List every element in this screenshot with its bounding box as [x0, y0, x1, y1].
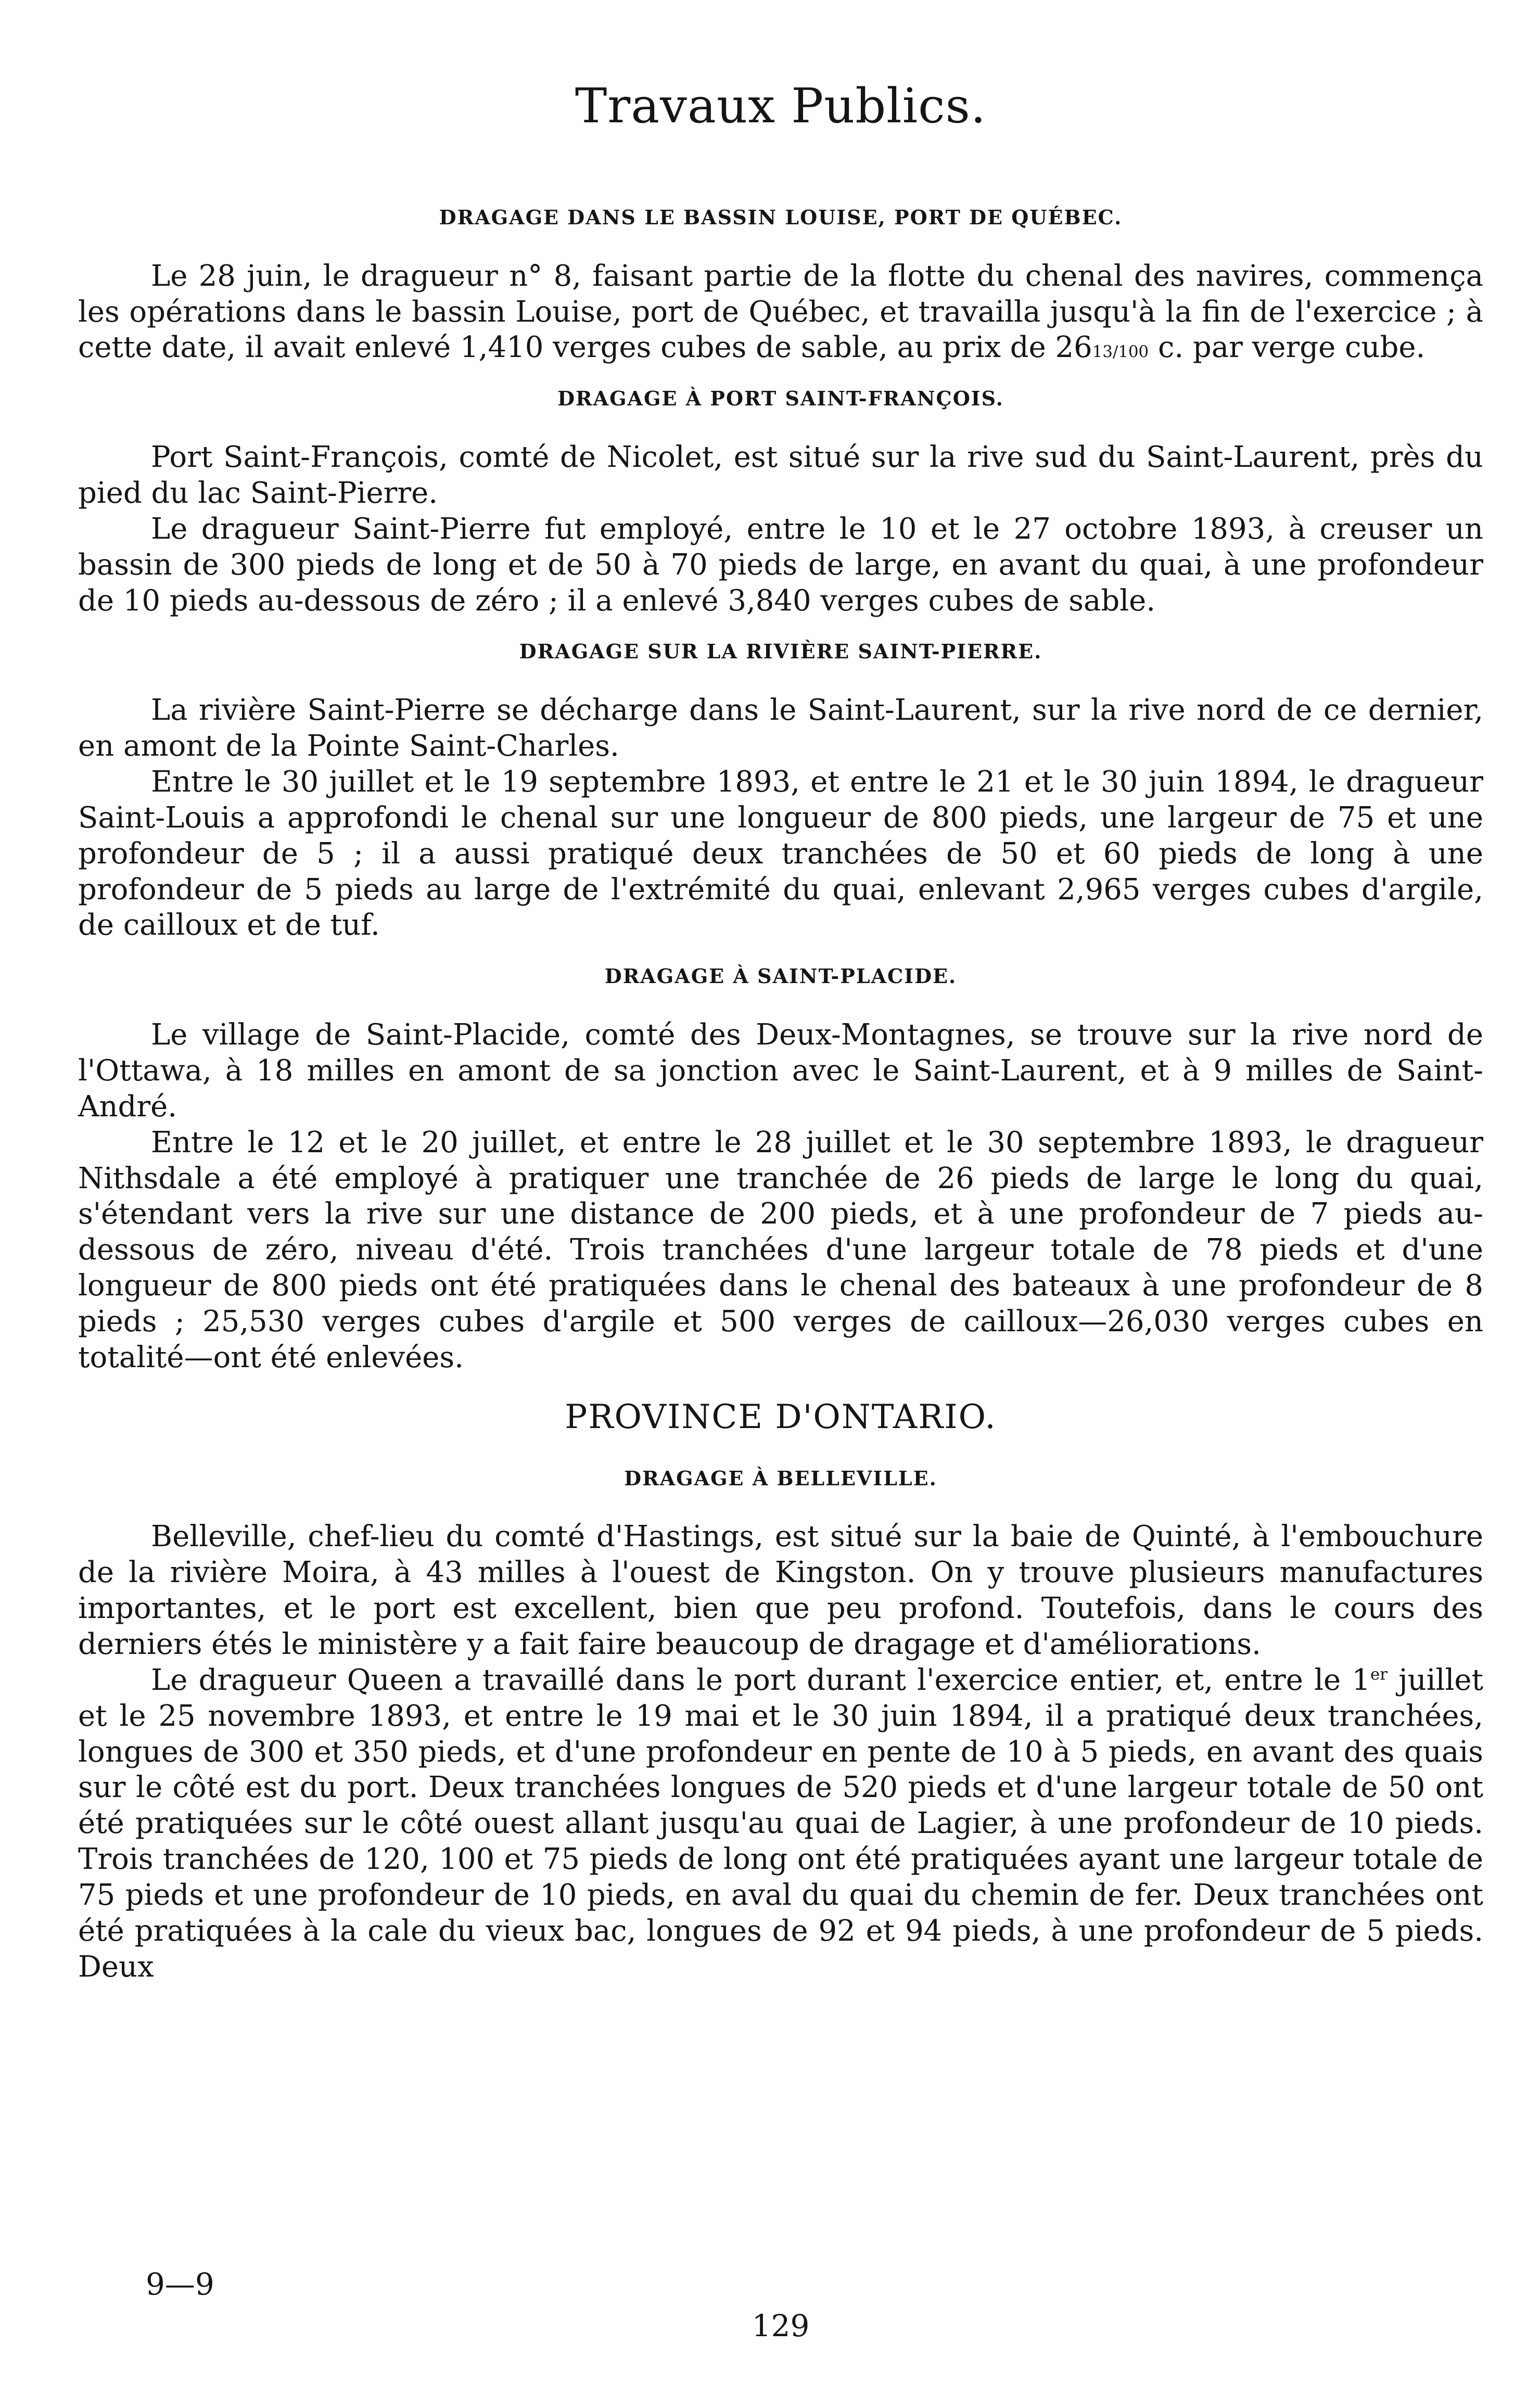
body-text: [78, 206, 1483, 2006]
fraction: 13/100: [1092, 342, 1149, 362]
section-heading-belleville: DRAGAGE À BELLEVILLE.: [624, 1466, 937, 1490]
paragraph: Le village de Saint-Placide, comté des Deux-Montagnes, se trouve sur la rive nord de l'Ottawa, à 18 milles en amont de sa jonction avec le Saint-Laurent, et à 9 milles de Saint-André.: [78, 1018, 1483, 1124]
superscript: er: [1370, 1665, 1388, 1684]
page-number: 129: [752, 2308, 810, 2343]
paragraph: Entre le 12 et le 20 juillet, et entre le 28 juillet et le 30 septembre 1893, le dragueur Nithsdale a été employé à pratiquer une tranchée de 26 pieds de large le long du quai, s'étendant vers la rive sur une distance de 200 pieds, et à une profondeur de 7 pieds au-dessous de zéro, niveau d'été. Trois tranchées d'une largeur totale de 78 pieds et d'une longueur de 800 pieds ont été pratiquées dans le chenal des bateaux à une profondeur de 8 pieds ; 25,530 verges cubes d'argile et 500 verges de cailloux—26,030 verges cubes en totalité—ont été enlevées.: [78, 1125, 1483, 1374]
section-heading-bassin-louise: DRAGAGE DANS LE BASSIN LOUISE, PORT DE QUÉBEC.: [439, 206, 1123, 229]
paragraph: Entre le 30 juillet et le 19 septembre 1893, et entre le 21 et le 30 juin 1894, le dragueur Saint-Louis a approfondi le chenal sur une longueur de 800 pieds, une largeur de 75 et une profondeur de 5 ; il a aussi pratiqué deux tranchées de 50 et 60 pieds de long à une profondeur de 5 pieds au large de l'extrémité du quai, enlevant 2,965 verges cubes d'argile, de cailloux et de tuf.: [78, 765, 1483, 942]
paragraph: La rivière Saint-Pierre se décharge dans le Saint-Laurent, sur la rive nord de ce dernier, en amont de la Pointe Saint-Charles.: [78, 693, 1483, 763]
document-page: [78, 78, 1483, 2368]
paragraph-text: Le 28 juin, le dragueur n° 8, faisant partie de la flotte du chenal des navires, commença les opérations dans le bassin Louise, port de Québec, et travailla jusqu'à la fin de l'exercice ; à cette date, il avait enlevé 1,410 verges cubes de sable, au prix de 26: [78, 259, 1483, 365]
paragraph: Port Saint-François, comté de Nicolet, est situé sur la rive sud du Saint-Laurent, près du pied du lac Saint-Pierre.: [78, 440, 1483, 510]
paragraph-text: juillet et le 25 novembre 1893, et entre le 19 mai et le 30 juin 1894, il a pratiqué deux tranchées, longues de 300 et 350 pieds, et d'une profondeur en pente de 10 à 5 pieds, en avant des quais sur le côté est du port. Deux tranchées longues de 520 pieds et d'une largeur totale de 50 ont été pratiquées sur le côté ouest allant jusqu'au quai de Lagier, à une profondeur de 10 pieds. Trois tranchées de 120, 100 et 75 pieds de long ont été pratiquées ayant une largeur totale de 75 pieds et une profondeur de 10 pieds, en aval du quai du chemin de fer. Deux tranchées ont été pratiquées à la cale du vieux bac, longues de 92 et 94 pieds, à une profondeur de 5 pieds. Deux: [78, 1663, 1484, 1984]
paragraph-text: Le dragueur Queen a travaillé dans le port durant l'exercice entier, et, entre le 1: [151, 1663, 1371, 1697]
paragraph: Belleville, chef-lieu du comté d'Hastings, est situé sur la baie de Quinté, à l'embouchure de la rivière Moira, à 43 milles à l'ouest de Kingston. On y trouve plusieurs manufactures importantes, et le port est excellent, bien que peu profond. Toutefois, dans le cours des derniers étés le ministère y a fait faire beaucoup de dragage et d'améliorations.: [78, 1520, 1483, 1661]
paragraph-text-tail: c. par verge cube.: [1149, 330, 1426, 365]
section-heading-port-saint-francois: DRAGAGE À PORT SAINT-FRANÇOIS.: [557, 387, 1004, 411]
paragraph: [78, 259, 1483, 366]
running-title: Travaux Publics.: [575, 78, 987, 134]
paragraph: Le dragueur Saint-Pierre fut employé, entre le 10 et le 27 octobre 1893, à creuser un bassin de 300 pieds de long et de 50 à 70 pieds de large, en avant du quai, à une profondeur de 10 pieds au-dessous de zéro ; il a enlevé 3,840 verges cubes de sable.: [78, 512, 1483, 618]
province-heading: PROVINCE D'ONTARIO.: [565, 1397, 997, 1436]
section-heading-riviere-saint-pierre: DRAGAGE SUR LA RIVIÈRE SAINT-PIERRE.: [519, 640, 1042, 664]
paragraph: [78, 1663, 1483, 1985]
signature-mark: 9—9: [146, 2266, 214, 2302]
section-heading-saint-placide: DRAGAGE À SAINT-PLACIDE.: [604, 964, 957, 988]
